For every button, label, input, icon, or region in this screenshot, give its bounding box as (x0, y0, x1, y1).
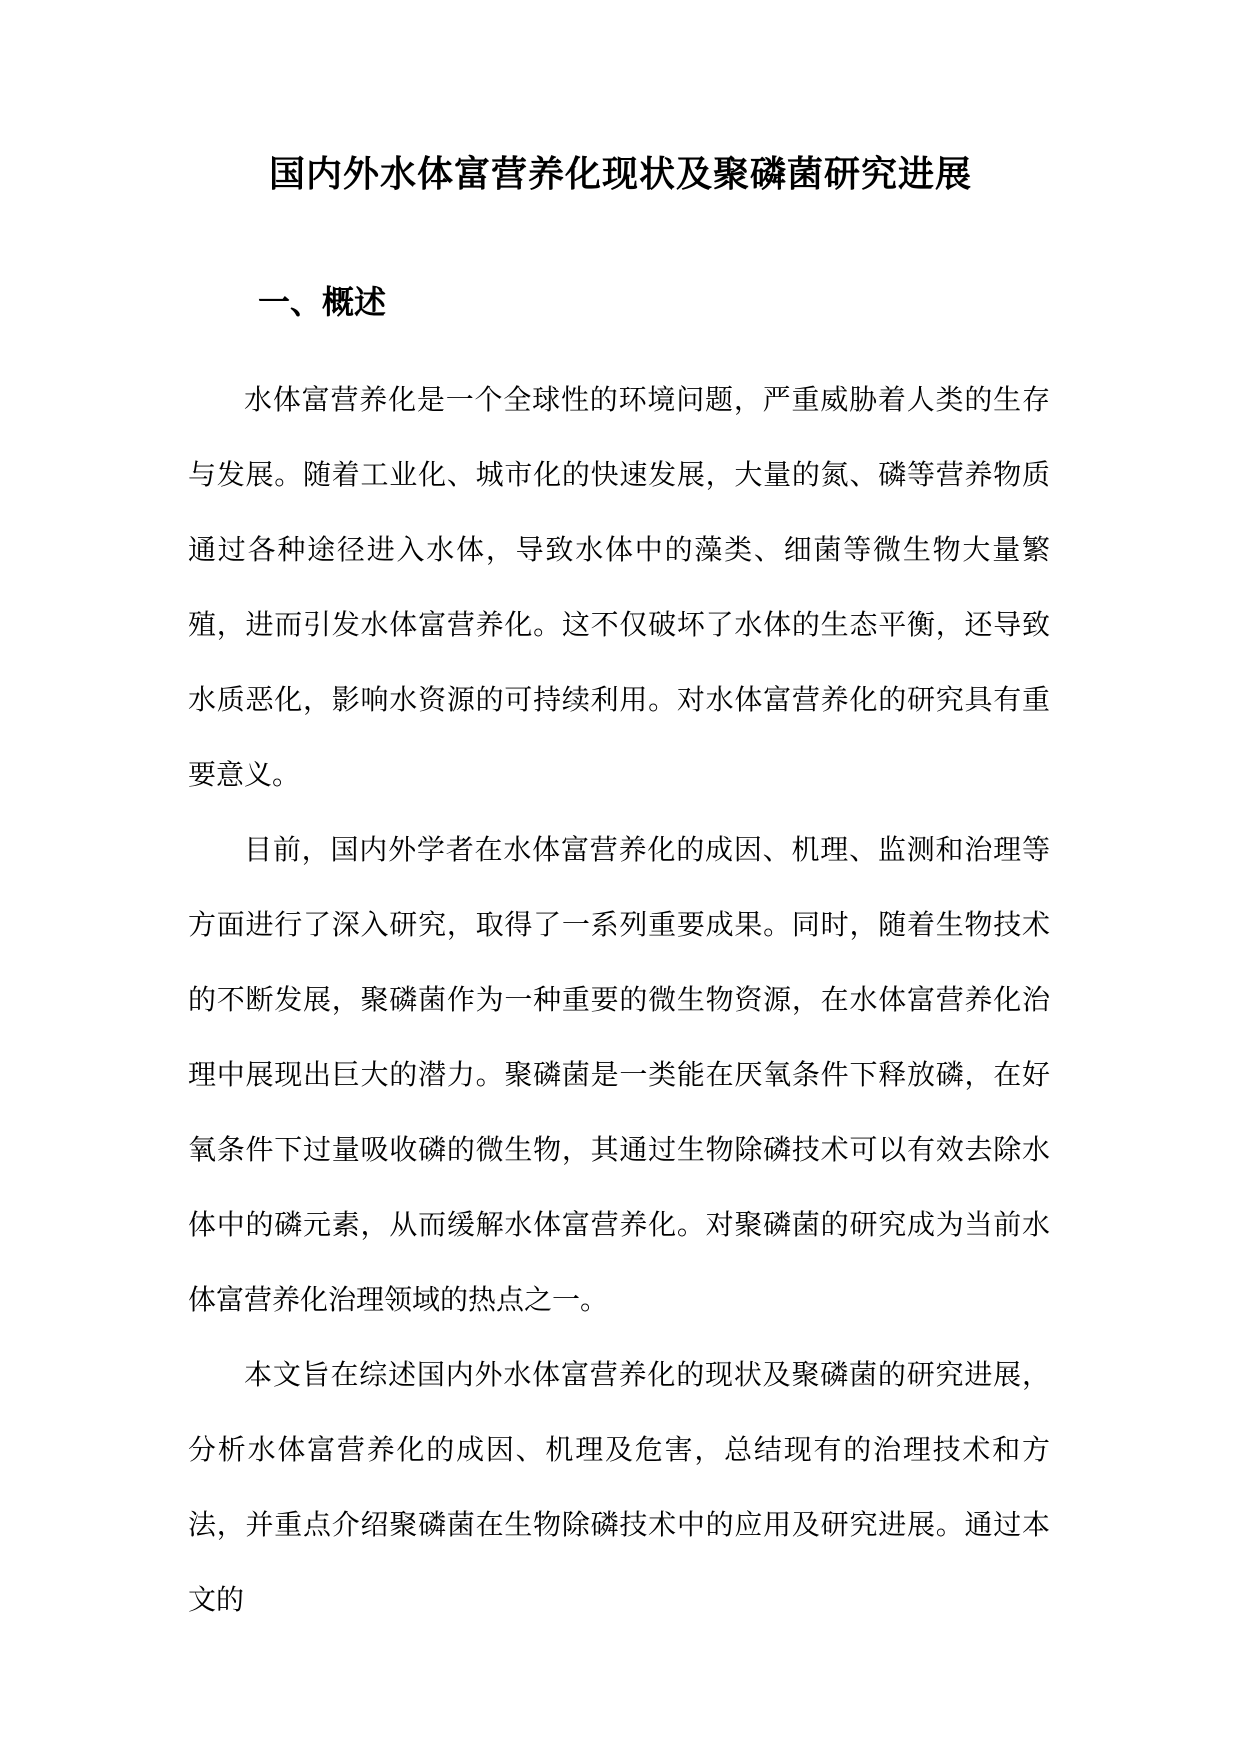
body-text (188, 362, 1050, 1637)
paragraph: 水体富营养化是一个全球性的环境问题，严重威胁着人类的生存与发展。随着工业化、城市化的快速发展，大量的氮、磷等营养物质通过各种途径进入水体，导致水体中的藻类、细菌等微生物大量繁殖，进而引发水体富营养化。这不仅破坏了水体的生态平衡，还导致水质恶化，影响水资源的可持续利用。对水体富营养化的研究具有重要意义。 (188, 383, 1050, 791)
paragraph: 本文旨在综述国内外水体富营养化的现状及聚磷菌的研究进展，分析水体富营养化的成因、机理及危害，总结现有的治理技术和方法，并重点介绍聚磷菌在生物除磷技术中的应用及研究进展。通过本文的 (188, 1358, 1050, 1616)
section-heading-overview: 一、概述 (258, 283, 387, 321)
paragraph: 目前，国内外学者在水体富营养化的成因、机理、监测和治理等方面进行了深入研究，取得了一系列重要成果。同时，随着生物技术的不断发展，聚磷菌作为一种重要的微生物资源，在水体富营养化治理中展现出巨大的潜力。聚磷菌是一类能在厌氧条件下释放磷，在好氧条件下过量吸收磷的微生物，其通过生物除磷技术可以有效去除水体中的磷元素，从而缓解水体富营养化。对聚磷菌的研究成为当前水体富营养化治理领域的热点之一。 (188, 833, 1050, 1316)
document-title: 国内外水体富营养化现状及聚磷菌研究进展 (268, 153, 972, 195)
